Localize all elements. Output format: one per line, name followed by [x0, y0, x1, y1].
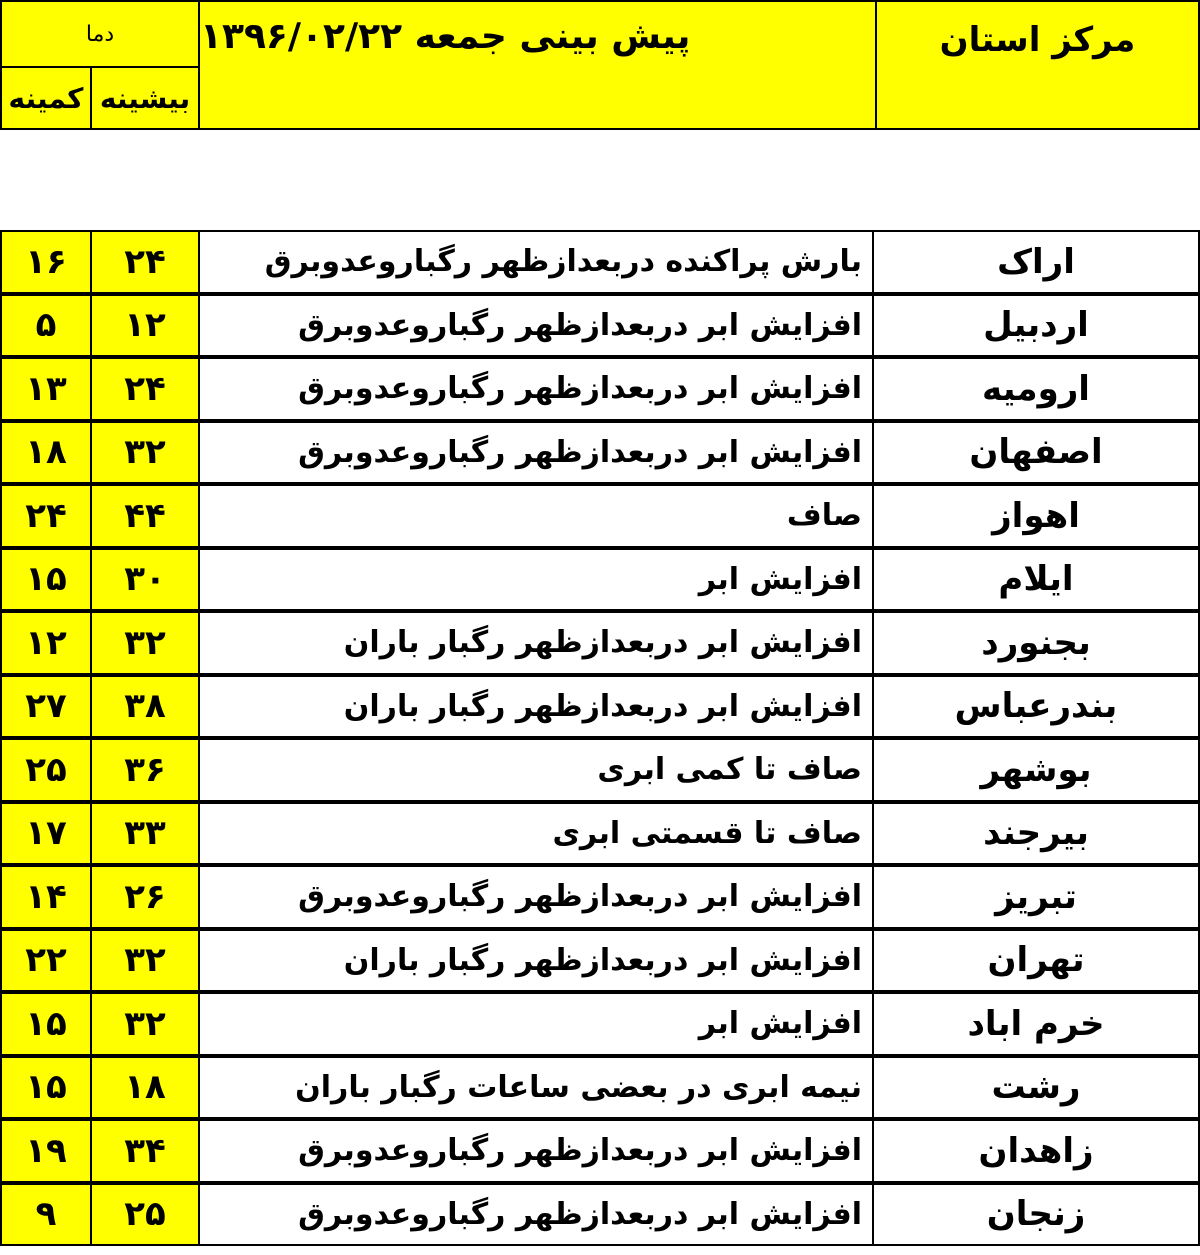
- city-cell: تبریز: [872, 865, 1200, 929]
- max-temp-cell: ۳۶: [90, 738, 200, 802]
- min-temp-cell: ۱۹: [0, 1119, 92, 1183]
- forecast-cell: افزایش ابر دربعدازظهر رگباروعدوبرق: [198, 865, 874, 929]
- forecast-cell: افزایش ابر: [198, 548, 874, 612]
- forecast-table: [0, 230, 1200, 1246]
- min-temp-cell: ۲۴: [0, 484, 92, 548]
- max-temp-cell: ۲۴: [90, 230, 200, 294]
- min-temp-cell: ۱۲: [0, 611, 92, 675]
- min-temp-cell: ۲۲: [0, 929, 92, 993]
- header-temperature: دما: [0, 0, 200, 68]
- city-cell: اردبیل: [872, 294, 1200, 358]
- min-temp-cell: ۱۵: [0, 548, 92, 612]
- table-row: [0, 357, 1200, 421]
- forecast-cell: صاف تا قسمتی ابری: [198, 802, 874, 866]
- min-temp-cell: ۲۷: [0, 675, 92, 739]
- table-row: [0, 992, 1200, 1056]
- forecast-cell: افزایش ابر دربعدازظهر رگباروعدوبرق: [198, 1183, 874, 1247]
- max-temp-cell: ۱۸: [90, 1056, 200, 1120]
- min-temp-cell: ۱۵: [0, 992, 92, 1056]
- forecast-cell: افزایش ابر: [198, 992, 874, 1056]
- table-row: [0, 421, 1200, 485]
- table-row: [0, 1119, 1200, 1183]
- max-temp-cell: ۳۲: [90, 992, 200, 1056]
- table-row: [0, 865, 1200, 929]
- forecast-cell: صاف: [198, 484, 874, 548]
- max-temp-cell: ۳۳: [90, 802, 200, 866]
- forecast-cell: افزایش ابر دربعدازظهر رگباروعدوبرق: [198, 294, 874, 358]
- city-cell: خرم اباد: [872, 992, 1200, 1056]
- table-row: [0, 738, 1200, 802]
- forecast-cell: افزایش ابر دربعدازظهر رگبار باران: [198, 929, 874, 993]
- min-temp-cell: ۵: [0, 294, 92, 358]
- header-province-center: مرکز استان: [875, 0, 1200, 130]
- min-temp-cell: ۱۴: [0, 865, 92, 929]
- min-temp-cell: ۱۶: [0, 230, 92, 294]
- city-cell: زاهدان: [872, 1119, 1200, 1183]
- city-cell: بیرجند: [872, 802, 1200, 866]
- forecast-cell: افزایش ابر دربعدازظهر رگباروعدوبرق: [198, 421, 874, 485]
- city-cell: اصفهان: [872, 421, 1200, 485]
- min-temp-cell: ۱۵: [0, 1056, 92, 1120]
- city-cell: اراک: [872, 230, 1200, 294]
- forecast-cell: افزایش ابر دربعدازظهر رگبار باران: [198, 675, 874, 739]
- forecast-cell: افزایش ابر دربعدازظهر رگباروعدوبرق: [198, 1119, 874, 1183]
- forecast-cell: افزایش ابر دربعدازظهر رگباروعدوبرق: [198, 357, 874, 421]
- city-cell: بجنورد: [872, 611, 1200, 675]
- table-row: [0, 802, 1200, 866]
- forecast-cell: افزایش ابر دربعدازظهر رگبار باران: [198, 611, 874, 675]
- city-cell: زنجان: [872, 1183, 1200, 1247]
- max-temp-cell: ۴۴: [90, 484, 200, 548]
- forecast-cell: نیمه ابری در بعضی ساعات رگبار باران: [198, 1056, 874, 1120]
- table-row: [0, 611, 1200, 675]
- header-forecast-title: پیش بینی جمعه ۱۳۹۶/۰۲/۲۲: [198, 0, 877, 130]
- min-temp-cell: ۹: [0, 1183, 92, 1247]
- table-row: [0, 1183, 1200, 1247]
- table-row: [0, 929, 1200, 993]
- max-temp-cell: ۳۸: [90, 675, 200, 739]
- max-temp-cell: ۲۶: [90, 865, 200, 929]
- table-row: [0, 294, 1200, 358]
- min-temp-cell: ۱۳: [0, 357, 92, 421]
- table-row: [0, 1056, 1200, 1120]
- min-temp-cell: ۱۷: [0, 802, 92, 866]
- city-cell: بندرعباس: [872, 675, 1200, 739]
- max-temp-cell: ۲۵: [90, 1183, 200, 1247]
- city-cell: بوشهر: [872, 738, 1200, 802]
- forecast-cell: صاف تا کمی ابری: [198, 738, 874, 802]
- max-temp-cell: ۱۲: [90, 294, 200, 358]
- max-temp-cell: ۳۲: [90, 611, 200, 675]
- city-cell: تهران: [872, 929, 1200, 993]
- city-cell: رشت: [872, 1056, 1200, 1120]
- min-temp-cell: ۲۵: [0, 738, 92, 802]
- max-temp-cell: ۳۲: [90, 421, 200, 485]
- table-row: [0, 230, 1200, 294]
- max-temp-cell: ۲۴: [90, 357, 200, 421]
- max-temp-cell: ۳۲: [90, 929, 200, 993]
- table-header: [0, 0, 1200, 130]
- table-row: [0, 484, 1200, 548]
- header-max: بیشینه: [90, 66, 200, 130]
- header-min: کمینه: [0, 66, 92, 130]
- city-cell: ارومیه: [872, 357, 1200, 421]
- forecast-cell: بارش پراکنده دربعدازظهر رگباروعدوبرق: [198, 230, 874, 294]
- max-temp-cell: ۳۴: [90, 1119, 200, 1183]
- table-row: [0, 548, 1200, 612]
- max-temp-cell: ۳۰: [90, 548, 200, 612]
- city-cell: اهواز: [872, 484, 1200, 548]
- min-temp-cell: ۱۸: [0, 421, 92, 485]
- table-row: [0, 675, 1200, 739]
- city-cell: ایلام: [872, 548, 1200, 612]
